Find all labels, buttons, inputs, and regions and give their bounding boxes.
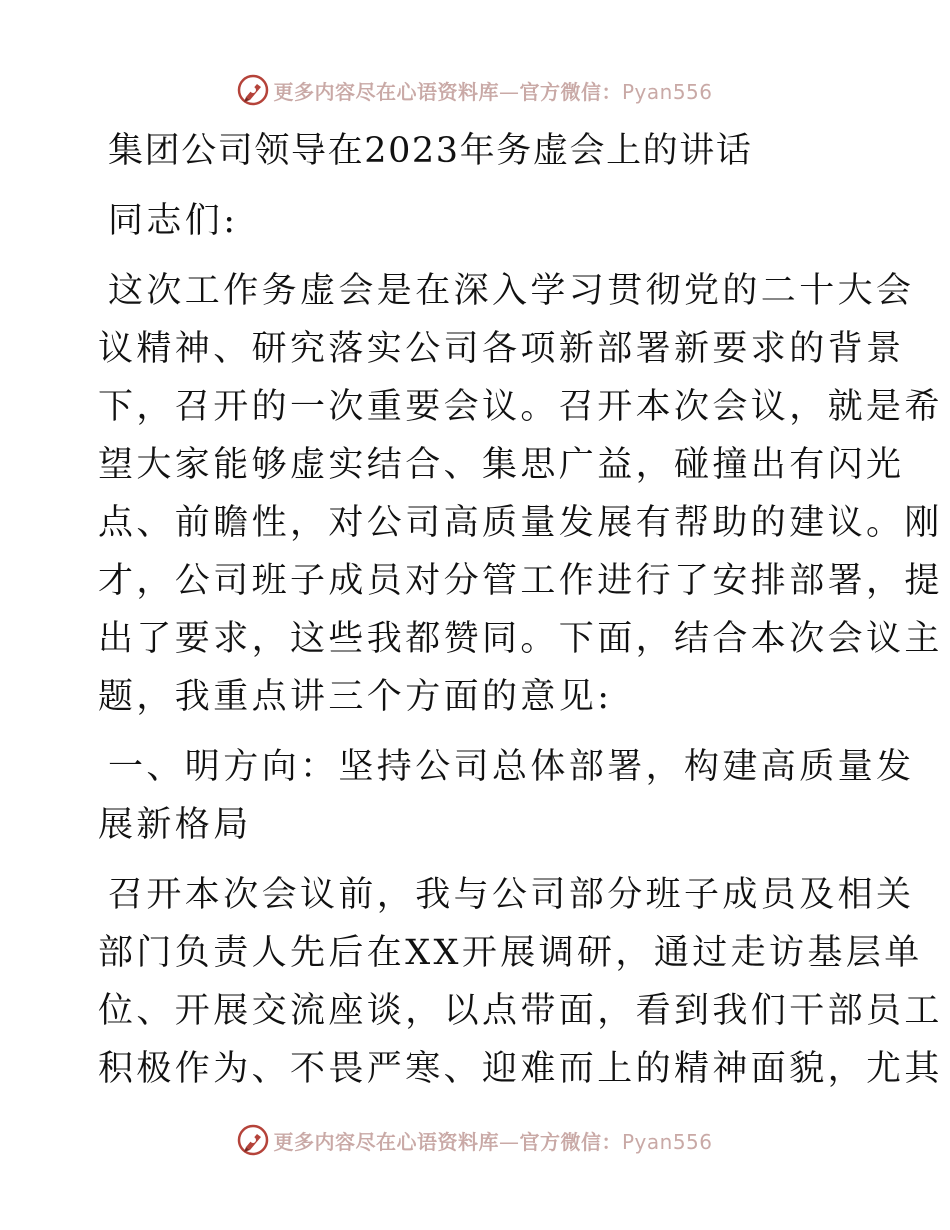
heading-line: 一、明方向：坚持公司总体部署，构建高质量发: [108, 747, 915, 787]
paragraph-line: 这次工作务虚会是在深入学习贯彻党的二十大会: [108, 271, 915, 311]
paragraph-line: 下，召开的一次重要会议。召开本次会议，就是希: [98, 387, 943, 427]
heading-line: 展新格局: [98, 805, 252, 845]
paragraph-line: 点、前瞻性，对公司高质量发展有帮助的建议。刚: [98, 503, 943, 543]
document-title: 集团公司领导在2023年务虚会上的讲话: [108, 131, 753, 171]
section-heading-1: [98, 738, 915, 854]
pen-logo-icon: [237, 1124, 269, 1156]
paragraph-line: 望大家能够虚实结合、集思广益，碰撞出有闪光: [98, 445, 905, 485]
watermark-text: 更多内容尽在心语资料库—官方微信：Pyan556: [273, 79, 713, 104]
paragraph-line: 积极作为、不畏严寒、迎难而上的精神面貌，尤其: [98, 1049, 943, 1089]
paragraph-line: 才，公司班子成员对分管工作进行了安排部署，提: [98, 561, 943, 601]
paragraph-line: 部门负责人先后在XX开展调研，通过走访基层单: [98, 933, 923, 973]
salutation: 同志们:: [108, 201, 239, 241]
watermark-text: 更多内容尽在心语资料库—官方微信：Pyan556: [273, 1129, 713, 1154]
paragraph-line: 出了要求，这些我都赞同。下面，结合本次会议主: [98, 619, 943, 659]
paragraph-line: 召开本次会议前，我与公司部分班子成员及相关: [108, 875, 915, 915]
paragraph-intro: [98, 262, 943, 726]
paragraph-line: 题，我重点讲三个方面的意见:: [98, 677, 613, 717]
paragraph-line: 位、开展交流座谈，以点带面，看到我们干部员工: [98, 991, 943, 1031]
document-body: [98, 122, 943, 1098]
paragraph-line: 议精神、研究落实公司各项新部署新要求的背景: [98, 329, 905, 369]
watermark-top: [0, 70, 950, 110]
watermark-bottom: [0, 1120, 950, 1160]
pen-logo-icon: [237, 74, 269, 106]
paragraph-research: [98, 866, 943, 1098]
